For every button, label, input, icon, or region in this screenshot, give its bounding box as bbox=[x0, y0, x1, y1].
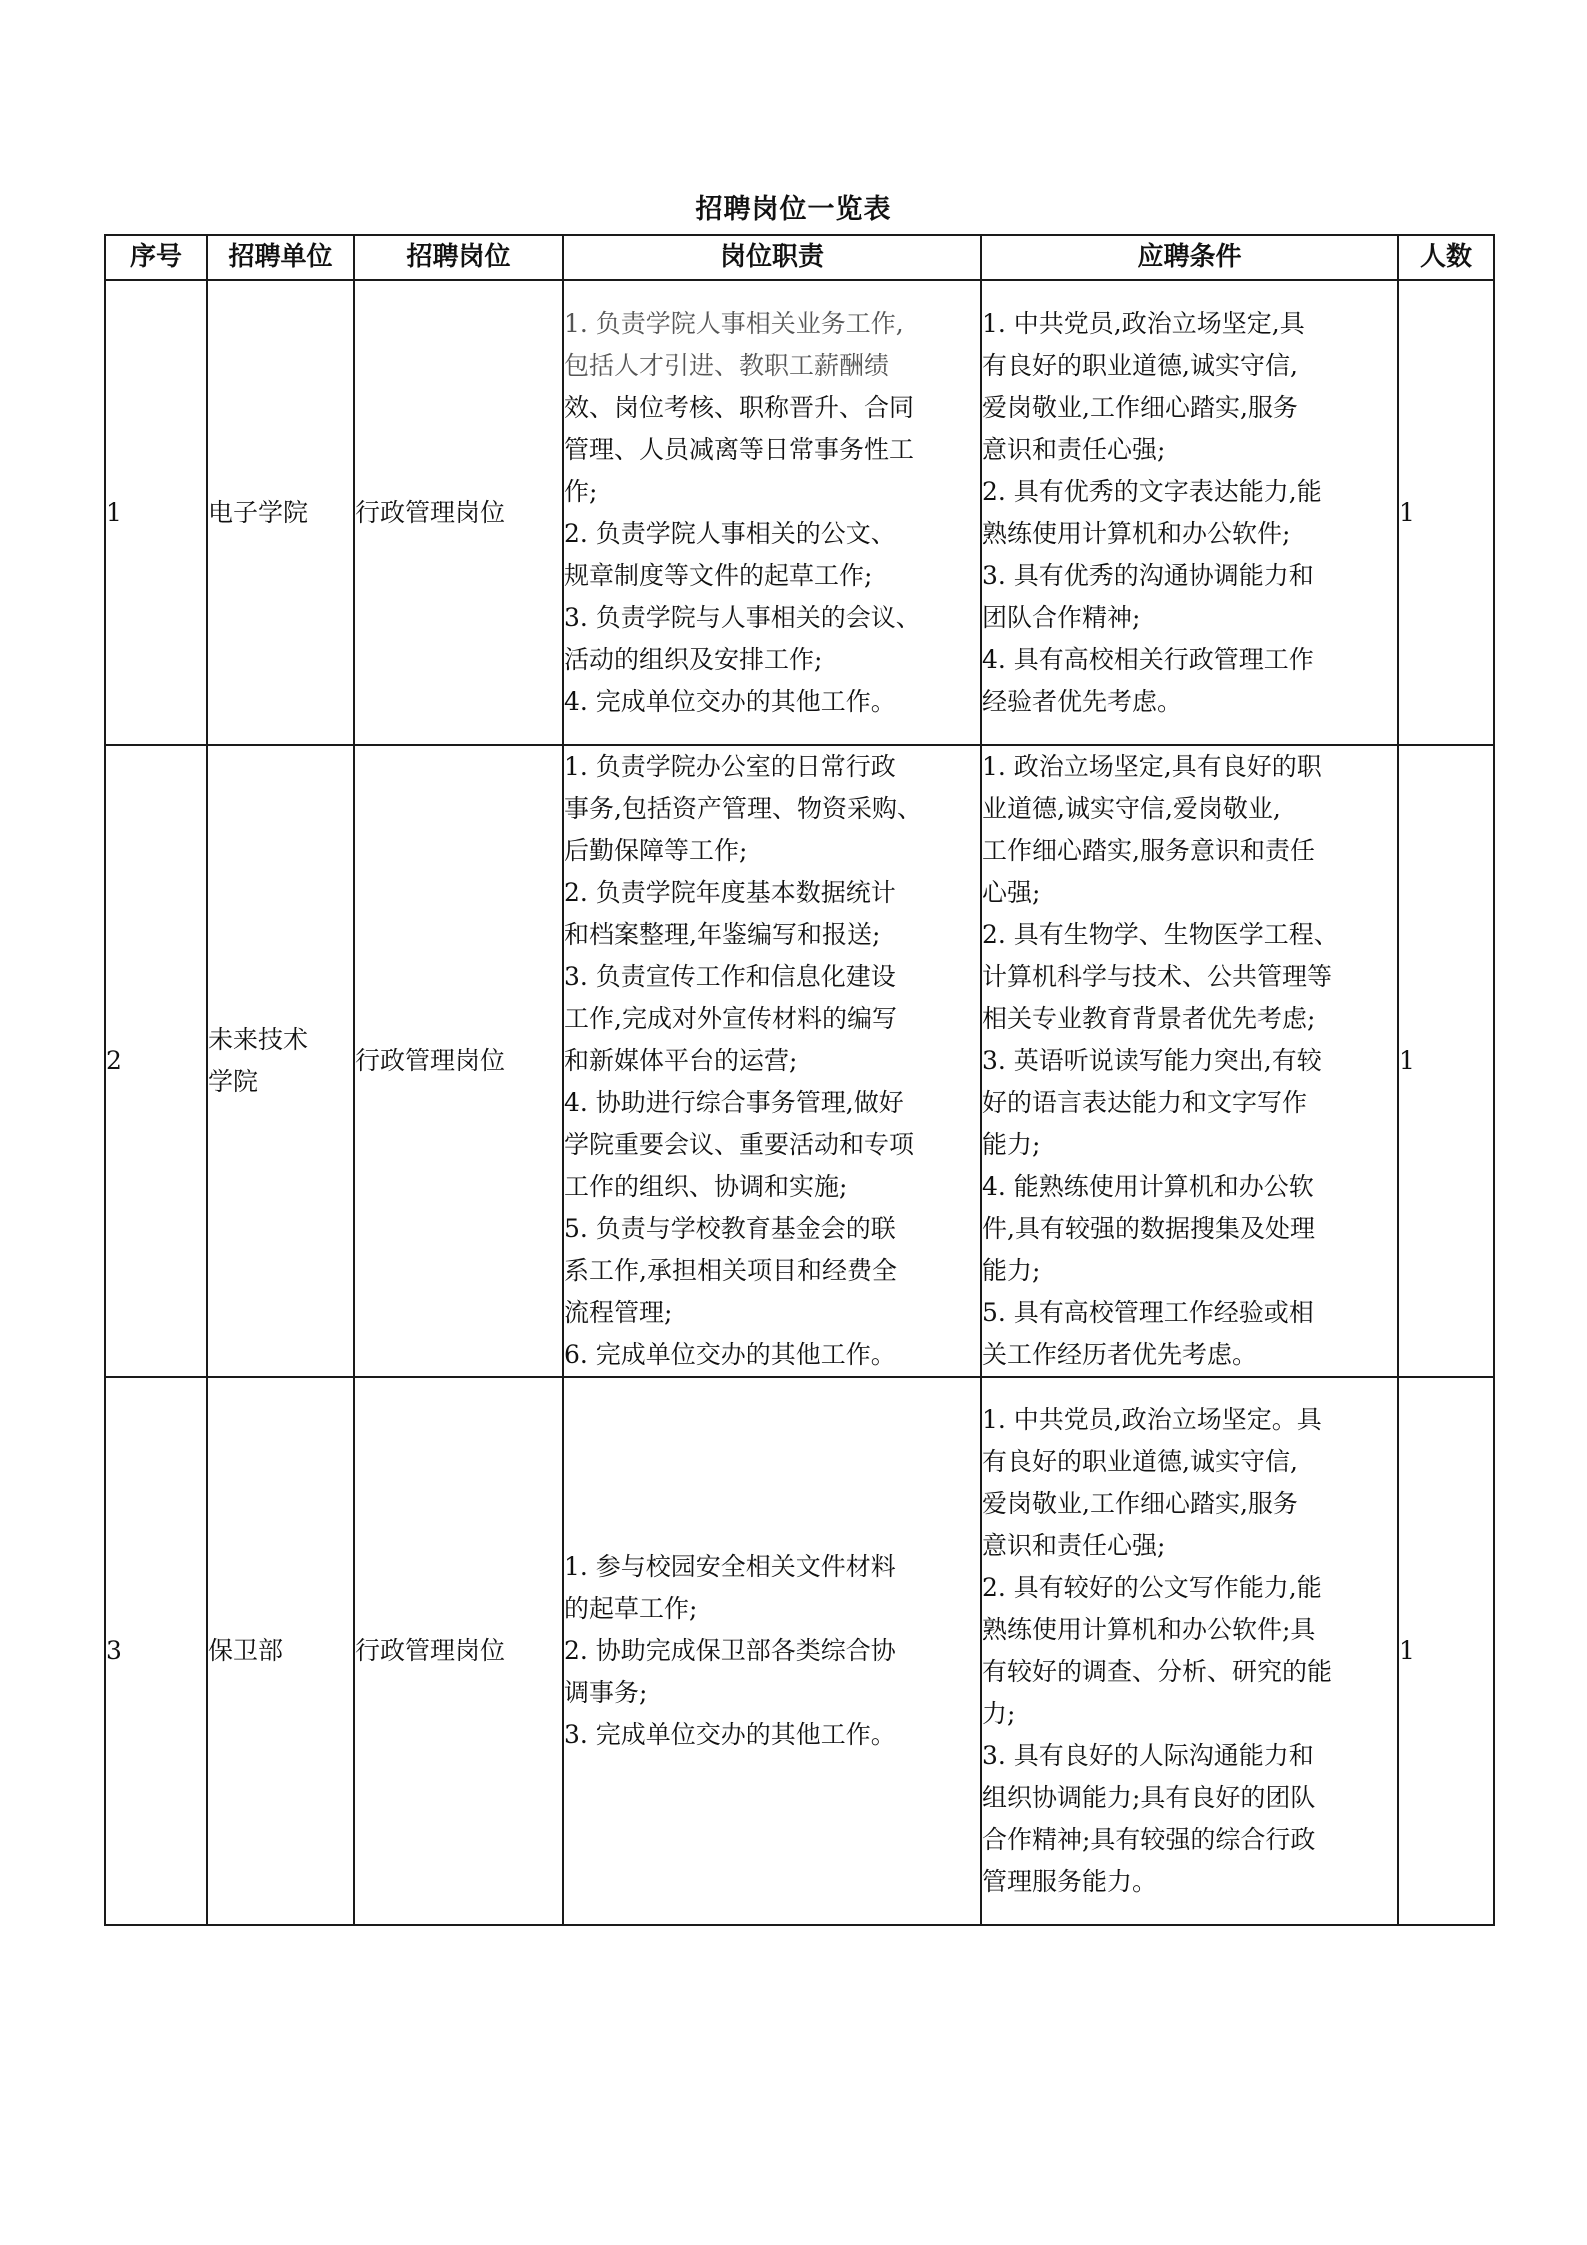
requirement-line: 计算机科学与技术、公共管理等 bbox=[982, 962, 1333, 991]
duty-line: 工作的组织、协调和实施; bbox=[564, 1172, 848, 1201]
requirement-line: 合作精神;具有较强的综合行政 bbox=[982, 1825, 1316, 1854]
requirement-line: 3. 英语听说读写能力突出,有较 bbox=[982, 1046, 1322, 1075]
requirement-line: 熟练使用计算机和办公软件; bbox=[982, 518, 1291, 548]
requirement-line: 意识和责任心强; bbox=[982, 434, 1166, 464]
header-unit: 招聘单位 bbox=[207, 235, 354, 280]
duty-line: 管理、人员减离等日常事务性工 bbox=[564, 434, 915, 464]
duty-line: 包括人才引进、教职工薪酬绩 bbox=[564, 350, 890, 380]
requirement-line: 1. 政治立场坚定,具有良好的职 bbox=[982, 752, 1322, 781]
requirement-line: 意识和责任心强; bbox=[982, 1531, 1166, 1560]
requirement-line: 团队合作精神; bbox=[982, 602, 1141, 632]
header-duties: 岗位职责 bbox=[563, 235, 981, 280]
page-title: 招聘岗位一览表 bbox=[695, 194, 892, 225]
table-header-row bbox=[105, 235, 1494, 280]
duty-line: 事务,包括资产管理、物资采购、 bbox=[564, 794, 922, 823]
requirement-line: 经验者优先考虑。 bbox=[982, 686, 1183, 716]
row-count: 1 bbox=[1398, 1377, 1494, 1925]
header-count: 人数 bbox=[1398, 235, 1494, 280]
duty-line: 3. 负责宣传工作和信息化建设 bbox=[564, 962, 896, 991]
requirement-line: 2. 具有生物学、生物医学工程、 bbox=[982, 920, 1339, 949]
requirement-line: 熟练使用计算机和办公软件;具 bbox=[982, 1615, 1316, 1644]
row-count: 1 bbox=[1398, 280, 1494, 745]
header-position: 招聘岗位 bbox=[354, 235, 563, 280]
duty-line: 效、岗位考核、职称晋升、合同 bbox=[564, 392, 915, 422]
duty-line: 4. 协助进行综合事务管理,做好 bbox=[564, 1088, 904, 1117]
requirement-line: 有较好的调查、分析、研究的能 bbox=[982, 1657, 1333, 1686]
row-unit bbox=[207, 745, 354, 1377]
unit-line: 未来技术 bbox=[208, 1025, 309, 1054]
duty-line: 后勤保障等工作; bbox=[564, 836, 748, 865]
recruitment-table bbox=[104, 234, 1495, 1926]
row-unit: 保卫部 bbox=[207, 1377, 354, 1925]
requirement-line: 5. 具有高校管理工作经验或相 bbox=[982, 1298, 1314, 1327]
requirement-line: 3. 具有优秀的沟通协调能力和 bbox=[982, 560, 1314, 590]
row-num: 2 bbox=[105, 745, 207, 1377]
requirement-line: 4. 具有高校相关行政管理工作 bbox=[982, 644, 1314, 674]
row-duties bbox=[563, 280, 981, 745]
requirement-line: 4. 能熟练使用计算机和办公软 bbox=[982, 1172, 1314, 1201]
row-duties bbox=[563, 1377, 981, 1925]
duty-line: 规章制度等文件的起草工作; bbox=[564, 560, 873, 590]
duty-line: 1. 参与校园安全相关文件材料 bbox=[564, 1552, 896, 1581]
requirement-line: 工作细心踏实,服务意识和责任 bbox=[982, 836, 1315, 865]
requirement-line: 相关专业教育背景者优先考虑; bbox=[982, 1004, 1316, 1033]
requirement-line: 2. 具有较好的公文写作能力,能 bbox=[982, 1573, 1322, 1602]
requirement-line: 1. 中共党员,政治立场坚定,具 bbox=[982, 308, 1305, 338]
requirement-line: 能力; bbox=[982, 1130, 1041, 1159]
requirement-line: 好的语言表达能力和文字写作 bbox=[982, 1088, 1308, 1117]
duty-line: 的起草工作; bbox=[564, 1594, 698, 1623]
requirement-line: 力; bbox=[982, 1699, 1016, 1728]
requirement-line: 1. 中共党员,政治立场坚定。具 bbox=[982, 1405, 1322, 1434]
row-unit: 电子学院 bbox=[207, 280, 354, 745]
requirement-line: 能力; bbox=[982, 1256, 1041, 1285]
requirement-line: 件,具有较强的数据搜集及处理 bbox=[982, 1214, 1315, 1243]
row-duties bbox=[563, 745, 981, 1377]
header-requirements: 应聘条件 bbox=[981, 235, 1398, 280]
requirement-line: 业道德,诚实守信,爱岗敬业, bbox=[982, 794, 1281, 823]
duty-line: 学院重要会议、重要活动和专项 bbox=[564, 1130, 915, 1159]
duty-line: 4. 完成单位交办的其他工作。 bbox=[564, 686, 896, 716]
duty-line: 3. 负责学院与人事相关的会议、 bbox=[564, 602, 921, 632]
row-requirements bbox=[981, 1377, 1398, 1925]
requirement-line: 有良好的职业道德,诚实守信, bbox=[982, 1447, 1298, 1476]
requirement-line: 有良好的职业道德,诚实守信, bbox=[982, 350, 1298, 380]
requirement-line: 2. 具有优秀的文字表达能力,能 bbox=[982, 476, 1322, 506]
row-num: 3 bbox=[105, 1377, 207, 1925]
duty-line: 1. 负责学院办公室的日常行政 bbox=[564, 752, 896, 781]
row-count: 1 bbox=[1398, 745, 1494, 1377]
requirement-line: 爱岗敬业,工作细心踏实,服务 bbox=[982, 392, 1298, 422]
duty-line: 和档案整理,年鉴编写和报送; bbox=[564, 920, 881, 949]
requirement-line: 爱岗敬业,工作细心踏实,服务 bbox=[982, 1489, 1298, 1518]
requirement-line: 关工作经历者优先考虑。 bbox=[982, 1340, 1258, 1369]
duty-line: 2. 协助完成保卫部各类综合协 bbox=[564, 1636, 896, 1665]
unit-line: 学院 bbox=[208, 1067, 259, 1096]
duty-line: 流程管理; bbox=[564, 1298, 673, 1327]
row-position: 行政管理岗位 bbox=[354, 280, 563, 745]
duty-line: 活动的组织及安排工作; bbox=[564, 644, 823, 674]
table-row bbox=[105, 1377, 1494, 1925]
requirement-line: 心强; bbox=[982, 878, 1041, 907]
row-requirements bbox=[981, 745, 1398, 1377]
requirement-line: 管理服务能力。 bbox=[982, 1867, 1158, 1896]
duty-line: 调事务; bbox=[564, 1678, 648, 1707]
table-row bbox=[105, 280, 1494, 745]
duty-line: 和新媒体平台的运营; bbox=[564, 1046, 798, 1075]
duty-line: 1. 负责学院人事相关业务工作, bbox=[564, 308, 904, 338]
duty-line: 6. 完成单位交办的其他工作。 bbox=[564, 1340, 896, 1369]
duty-line: 3. 完成单位交办的其他工作。 bbox=[564, 1720, 896, 1749]
row-num: 1 bbox=[105, 280, 207, 745]
requirement-line: 组织协调能力;具有良好的团队 bbox=[982, 1783, 1316, 1812]
row-position: 行政管理岗位 bbox=[354, 1377, 563, 1925]
row-requirements bbox=[981, 280, 1398, 745]
duty-line: 5. 负责与学校教育基金会的联 bbox=[564, 1214, 896, 1243]
duty-line: 作; bbox=[564, 476, 598, 506]
row-position: 行政管理岗位 bbox=[354, 745, 563, 1377]
duty-line: 2. 负责学院人事相关的公文、 bbox=[564, 518, 896, 548]
duty-line: 2. 负责学院年度基本数据统计 bbox=[564, 878, 896, 907]
duty-line: 系工作,承担相关项目和经费全 bbox=[564, 1256, 897, 1285]
table-row bbox=[105, 745, 1494, 1377]
header-num: 序号 bbox=[105, 235, 207, 280]
duty-line: 工作,完成对外宣传材料的编写 bbox=[564, 1004, 897, 1033]
requirement-line: 3. 具有良好的人际沟通能力和 bbox=[982, 1741, 1314, 1770]
